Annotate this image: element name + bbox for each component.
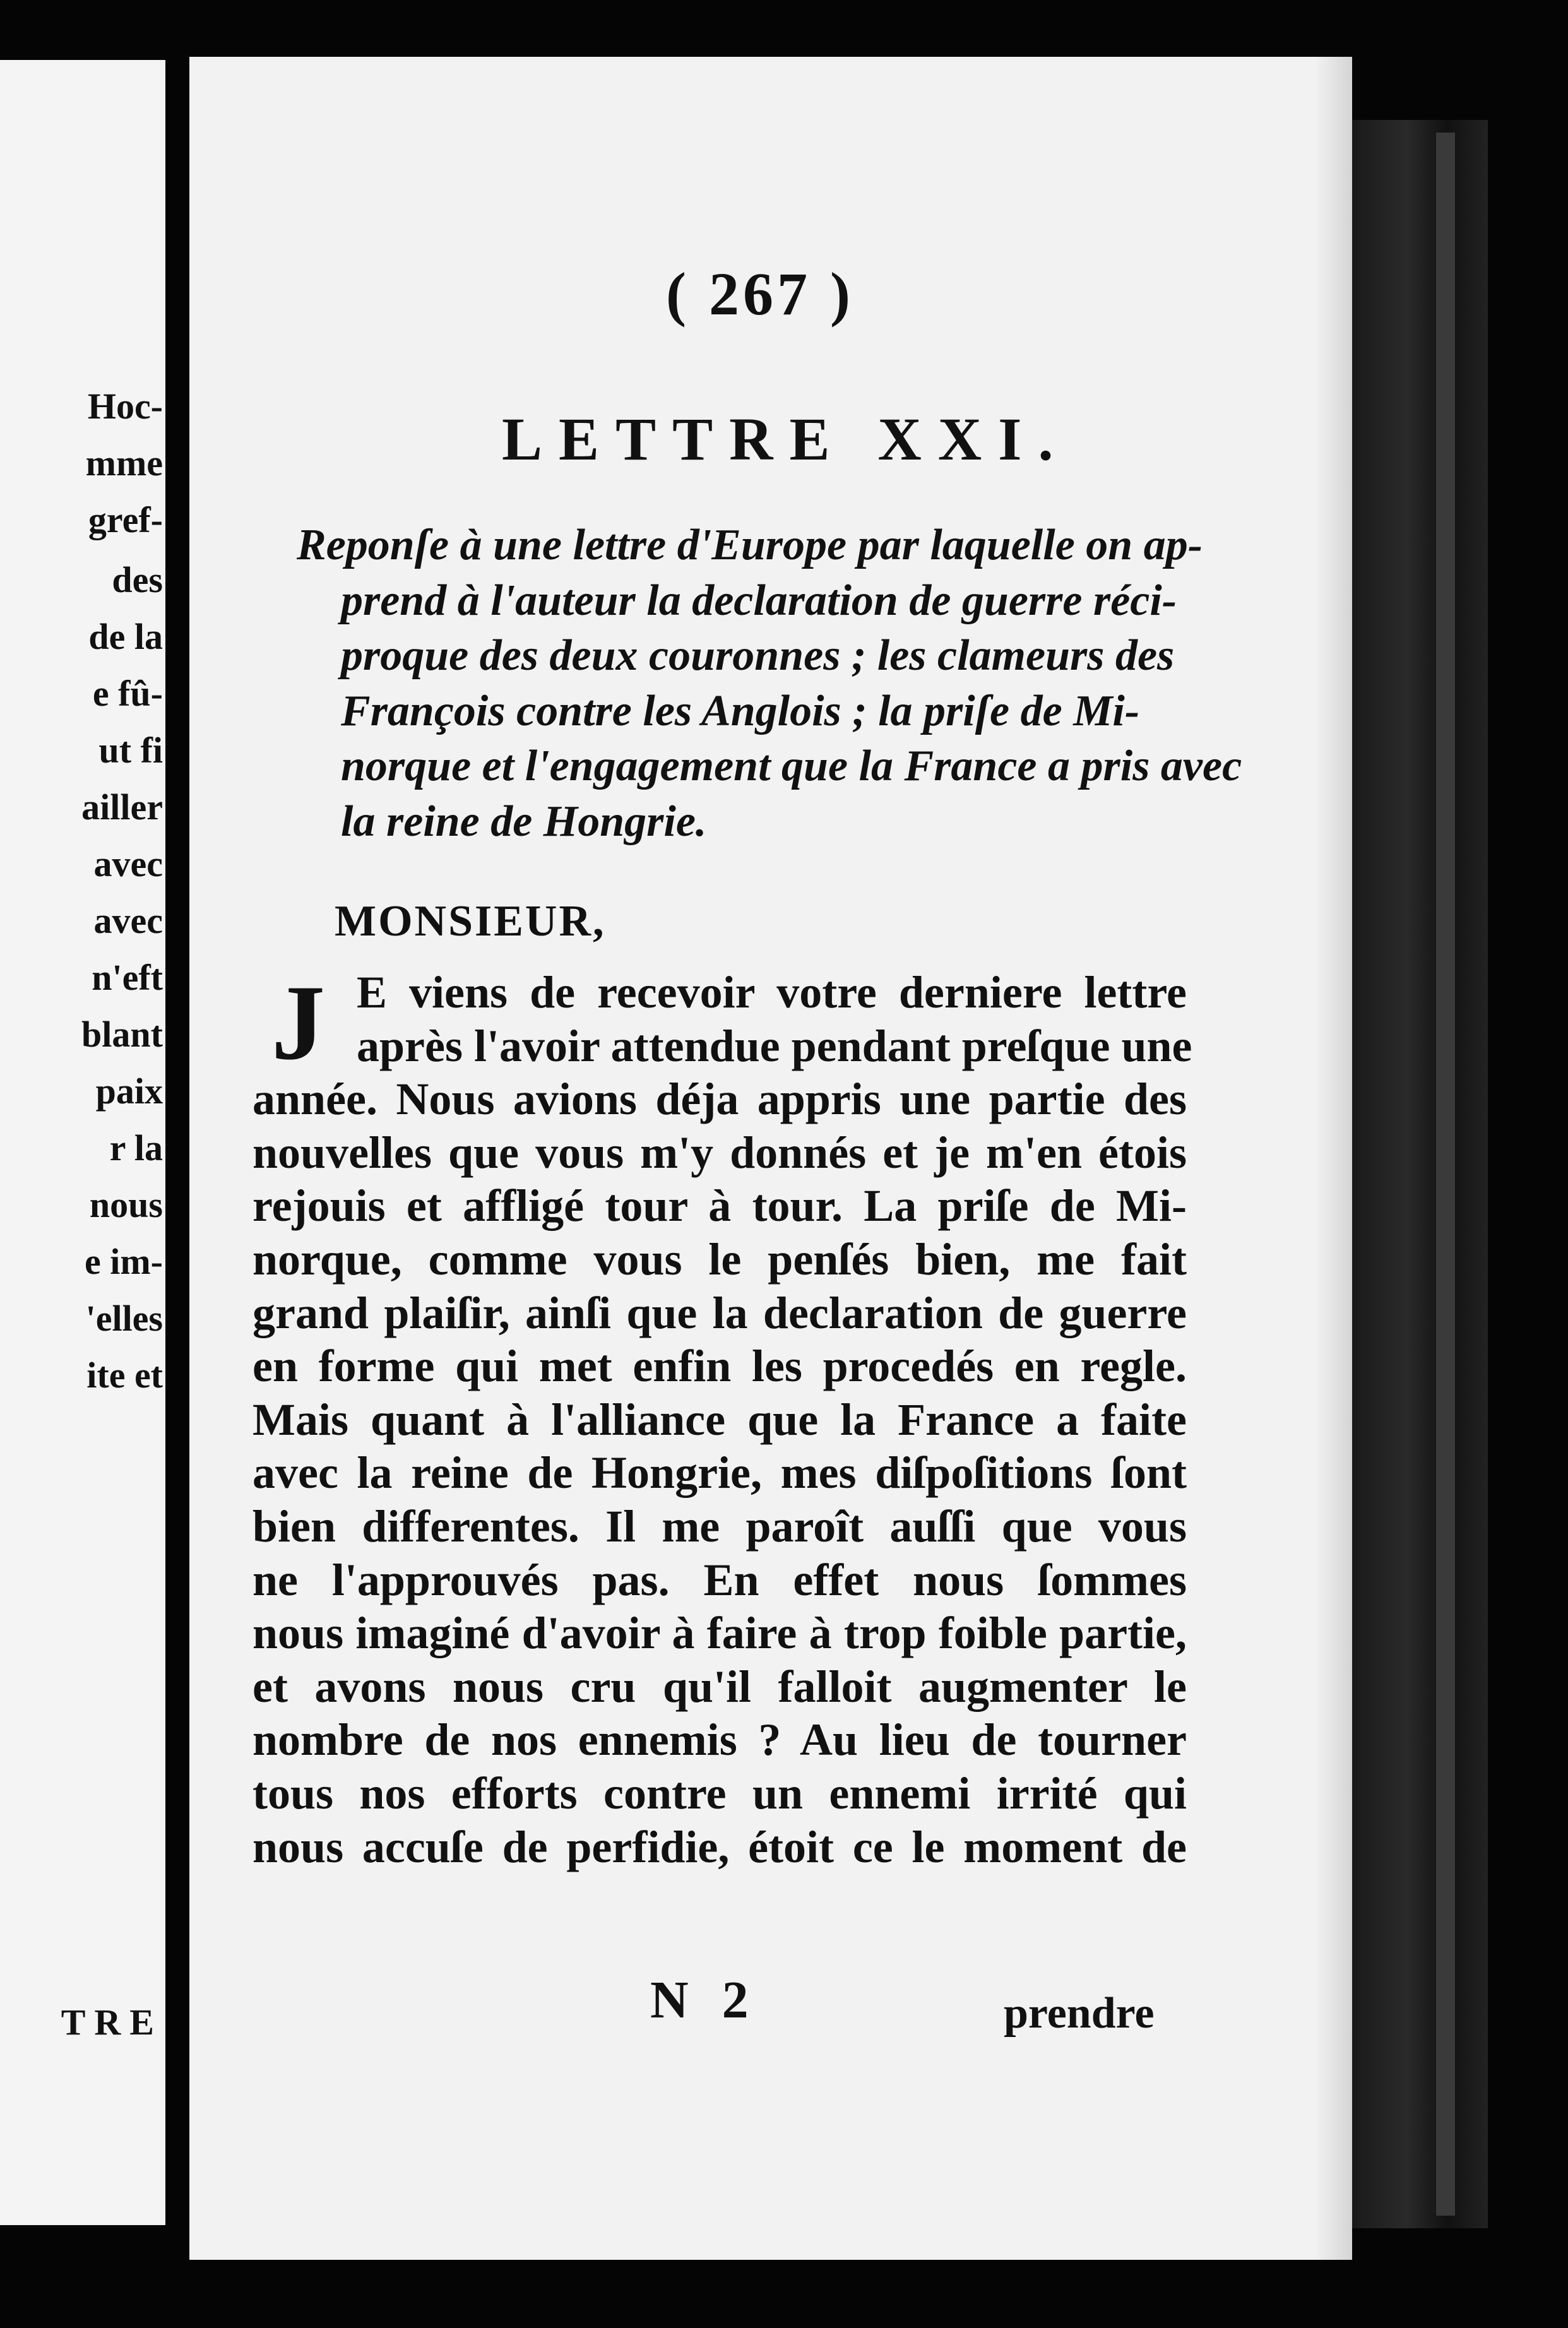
summary-line: François contre les Anglois ; la priſe de Mi-: [341, 686, 1140, 735]
summary-line: la reine de Hongrie.: [341, 797, 707, 846]
body-line: norque, comme vous le penſés bien, me fait: [252, 1233, 1187, 1285]
body-line: en forme qui met enfin les procedés en regle.: [252, 1341, 1187, 1392]
previous-page: [0, 60, 165, 2225]
body-text: [252, 963, 1192, 1874]
previous-page-line: nous: [89, 1184, 163, 1225]
body-line: ne l'approuvés pas. En effet nous ſommes: [252, 1554, 1187, 1605]
body-line: avec la reine de Hongrie, mes diſpoſitions ſont: [252, 1447, 1187, 1499]
previous-page-line: blant: [81, 1014, 163, 1055]
body-line: E viens de recevoir votre derniere lettre: [357, 967, 1187, 1018]
body-line: nombre de nos ennemis ? Au lieu de tourner: [252, 1714, 1187, 1766]
letter-title: LETTRE XXI.: [502, 405, 1070, 473]
page-edge: [1436, 133, 1455, 2216]
previous-page-line: mme: [85, 442, 163, 484]
previous-page-line: ailler: [81, 787, 163, 828]
body-line: et avons nous cru qu'il falloit augmenter le: [252, 1661, 1187, 1712]
body-line: bien differentes. Il me paroît auſſi que vous: [252, 1500, 1187, 1552]
previous-page-line: 'elles: [85, 1298, 163, 1339]
previous-page-line: e fû-: [92, 673, 163, 714]
previous-page-line: paix: [95, 1071, 163, 1112]
salutation: MONSIEUR,: [335, 897, 606, 946]
summary-line: Reponſe à une lettre d'Europe par laquelle on ap-: [297, 521, 1203, 569]
body-line: Mais quant à l'alliance que la France a faite: [252, 1394, 1187, 1445]
previous-page-line: e im-: [85, 1241, 163, 1282]
previous-page-line: ut fi: [98, 730, 163, 771]
body-line: nous accuſe de perfidie, étoit ce le moment de: [252, 1821, 1187, 1872]
previous-page-line: r la: [109, 1127, 163, 1168]
letter-summary: [297, 518, 1242, 849]
page-gutter-shadow: [1314, 57, 1352, 2260]
previous-page-catchword: TRE: [61, 2002, 163, 2043]
summary-line: proque des deux couronnes ; les clameurs des: [341, 631, 1175, 680]
previous-page-line: Hoc-: [87, 386, 163, 427]
body-line: nouvelles que vous m'y donnés et je m'en étois: [252, 1127, 1187, 1178]
signature-mark: N 2: [650, 1971, 759, 2029]
body-line: après l'avoir attendue pendant preſque une: [357, 1020, 1192, 1071]
body-line: rejouis et affligé tour à tour. La priſe de Mi-: [252, 1180, 1187, 1232]
body-line: année. Nous avions déja appris une partie des: [252, 1074, 1187, 1125]
previous-page-line: gref-: [88, 499, 163, 540]
previous-page-line: ite et: [86, 1355, 163, 1396]
book-binding: [1352, 120, 1488, 2228]
previous-page-line: des: [112, 559, 163, 600]
summary-line: prend à l'auteur la declaration de guerre réci-: [341, 576, 1177, 625]
previous-page-line: n'eft: [92, 957, 163, 998]
previous-page-line: avec: [93, 843, 163, 884]
summary-line: norque et l'engagement que la France a pris avec: [341, 742, 1242, 790]
catchword: prendre: [1004, 1989, 1155, 2038]
body-line: tous nos efforts contre un ennemi irrité qui: [252, 1767, 1187, 1819]
body-line: grand plaiſir, ainſi que la declaration de guerre: [252, 1287, 1187, 1338]
previous-page-line: de la: [88, 616, 163, 657]
page-number: ( 267 ): [666, 260, 854, 328]
drop-cap: J: [271, 963, 325, 1082]
body-line: nous imaginé d'avoir à faire à trop foible partie,: [252, 1608, 1187, 1659]
previous-page-line: avec: [93, 900, 163, 941]
